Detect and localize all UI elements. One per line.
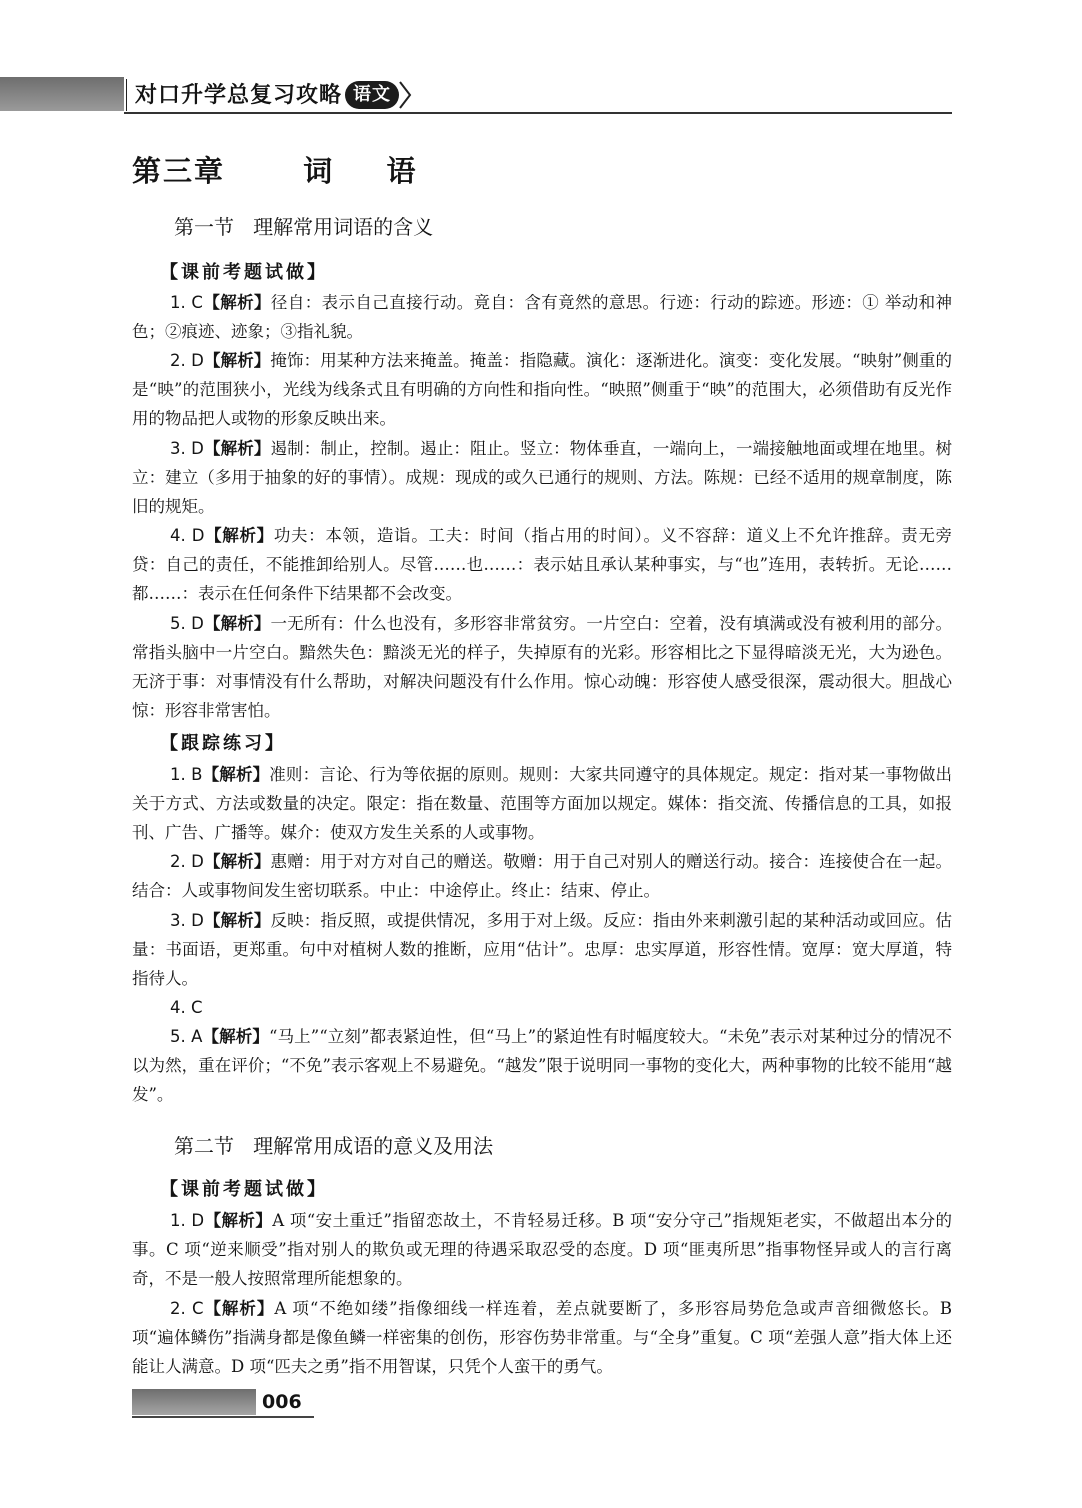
- answer-item: 5. D【解析】一无所有：什么也没有，多形容非常贫穷。一片空白：空着，没有填满或没有被利用的部分。常指头脑中一片空白。黯然失色：黯淡无光的样子，失掉原有的光彩。形容相比之下显得暗淡无光，大为逊色。无济于事：对事情没有什么帮助，对解决问题没有什么作用。惊心动魄：形容使人感受很深，震动很大。胆战心惊：形容非常害怕。: [132, 614, 953, 720]
- footer-rule: [132, 1416, 314, 1418]
- header-decor-bar: [0, 77, 124, 111]
- answer-item: 1. C【解析】径自：表示自己直接行动。竟自：含有竟然的意思。行迹：行动的踪迹。形迹：① 举动和神色；②痕迹、迹象；③指礼貌。: [132, 293, 953, 341]
- header-rule: [124, 112, 952, 114]
- section-title: 第一节 理解常用词语的含义: [174, 215, 434, 239]
- answer-item: 4. D【解析】功夫：本领，造诣。工夫：时间（指占用的时间）。义不容辞：道义上不允许推辞。责无旁贷：自己的责任，不能推卸给别人。尽管……也……：表示姑且承认某种事实，与“也”连用，表转折。无论……都……：表示在任何条件下结果都不会改变。: [132, 526, 953, 603]
- answer-item: 3. D【解析】遏制：制止，控制。遏止：阻止。竖立：物体垂直，一端向上，一端接触地面或埋在地里。树立：建立（多用于抽象的好的事情）。成规：现成的或久已通行的规则、方法。陈规：已经不适用的规章制度，陈旧的规矩。: [132, 439, 953, 516]
- chapter-title: 第三章 词 语: [132, 154, 418, 188]
- answer-item: 5. A【解析】“马上”“立刻”都表紧迫性，但“马上”的紧迫性有时幅度较大。“未免”表示对某种过分的情况不以为然，重在评价；“不免”表示客观上不易避免。“越发”限于说明同一事物的变化大，两种事物的比较不能用“越发”。: [132, 1027, 953, 1104]
- chevron-right-icon: [398, 80, 412, 110]
- answer-item: 2. D【解析】惠赠：用于对方对自己的赠送。敬赠：用于自己对别人的赠送行动。接合：连接使合在一起。结合：人或事物间发生密切联系。中止：中途停止。终止：结束、停止。: [132, 852, 953, 900]
- answer-item: 2. D【解析】掩饰：用某种方法来掩盖。掩盖：指隐藏。演化：逐渐进化。演变：变化发展。“映射”侧重的是“映”的范围狭小，光线为线条式且有明确的方向性和指向性。“映照”侧重于“映”的范围大，必须借助有反光作用的物品把人或物的形象反映出来。: [132, 351, 953, 428]
- answer-item: 2. C【解析】A 项“不绝如缕”指像细线一样连着，差点就要断了，多形容局势危急或声音细微悠长。B 项“遍体鳞伤”指满身都是像鱼鳞一样密集的创伤，形容伤势非常重。与“全身”重复。C 项“差强人意”指大体上还能让人满意。D 项“匹夫之勇”指不用智谋，只凭个人蛮干的勇气。: [132, 1299, 952, 1376]
- subject-badge: 语文: [345, 81, 399, 109]
- sub-heading: 【跟踪练习】: [160, 733, 286, 754]
- answer-item: 4. C: [170, 998, 203, 1017]
- sub-heading: 【课前考题试做】: [160, 1179, 328, 1200]
- sub-heading: 【课前考题试做】: [160, 262, 328, 283]
- page-number: 006: [262, 1391, 302, 1413]
- section-title: 第二节 理解常用成语的意义及用法: [174, 1134, 494, 1158]
- answer-item: 1. B【解析】准则：言论、行为等依据的原则。规则：大家共同遵守的具体规定。规定：指对某一事物做出关于方式、方法或数量的决定。限定：指在数量、范围等方面加以规定。媒体：指交流、传播信息的工具，如报刊、广告、广播等。媒介：使双方发生关系的人或事物。: [132, 765, 953, 842]
- answer-item: 3. D【解析】反映：指反照，或提供情况，多用于对上级。反应：指由外来刺激引起的某种活动或回应。估量：书面语，更郑重。句中对植树人数的推断，应用“估计”。忠厚：忠实厚道，形容性情。宽厚：宽大厚道，特指待人。: [132, 911, 953, 988]
- book-title: 对口升学总复习攻略: [126, 79, 342, 111]
- answer-item: 1. D【解析】A 项“安土重迁”指留恋故土，不肯轻易迁移。B 项“安分守己”指规矩老实，不做超出本分的事。C 项“逆来顺受”指对别人的欺负或无理的待遇采取忍受的态度。D 项“匪夷所思”指事物怪异或人的言行离奇，不是一般人按照常理所能想象的。: [132, 1211, 953, 1288]
- footer-decor-bar: [132, 1389, 256, 1415]
